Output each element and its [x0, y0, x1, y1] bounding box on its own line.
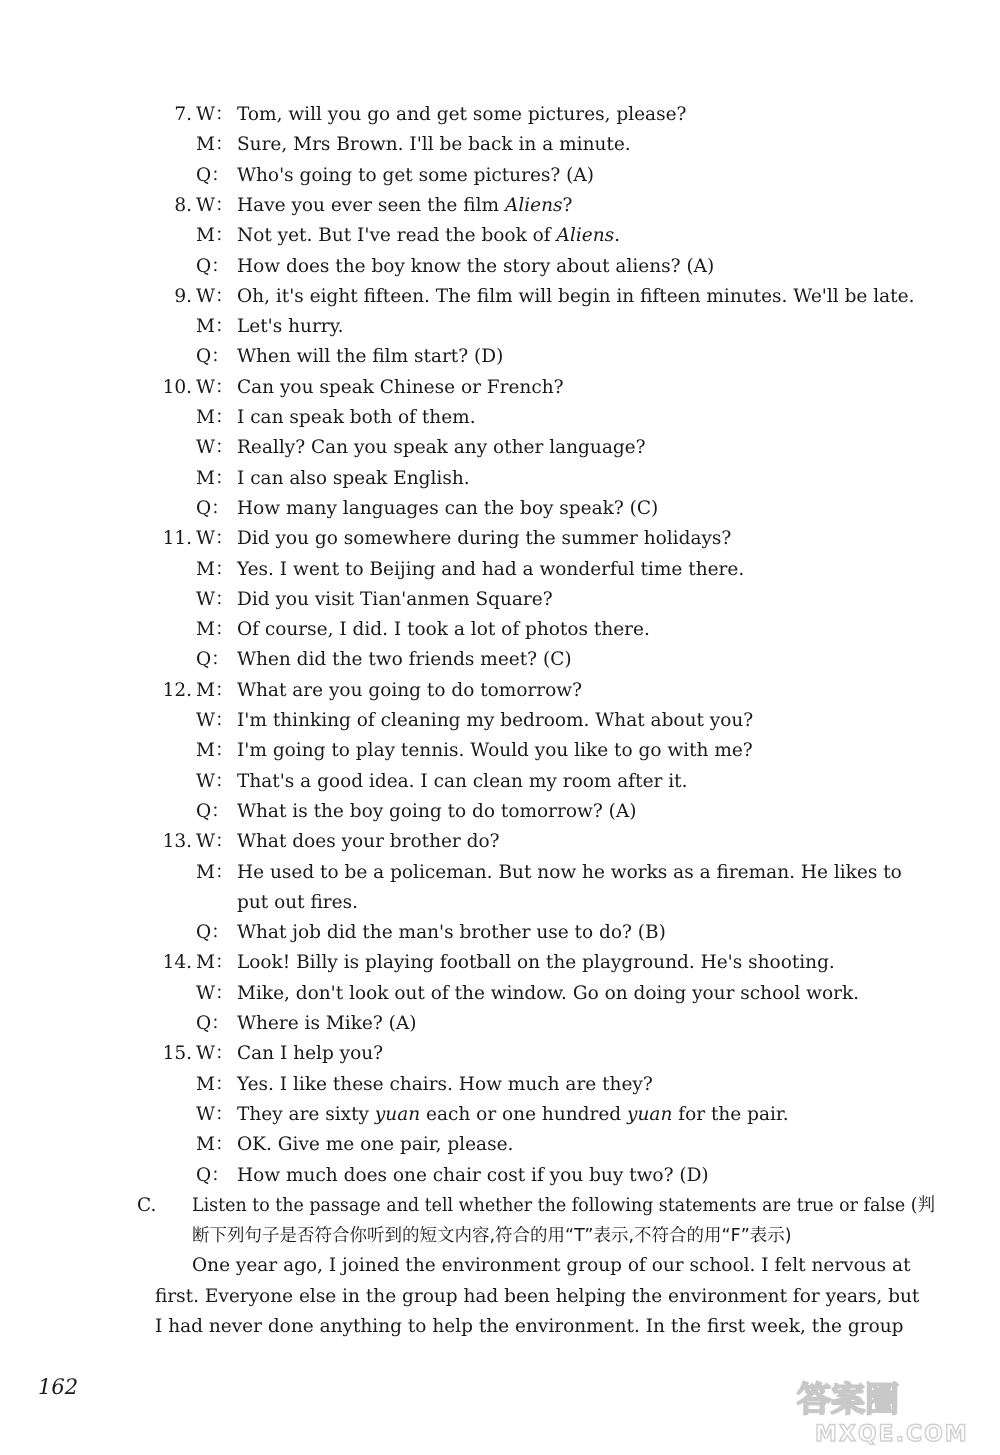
question-number: 9.: [174, 285, 192, 307]
page-number: 162: [38, 1375, 79, 1399]
text-fragment: OK. Give me one pair, please.: [237, 1134, 514, 1156]
speaker-label: Q：: [196, 164, 230, 186]
text-fragment: How many languages can the boy speak? (C): [237, 497, 659, 519]
dialogue-text: [237, 645, 572, 675]
text-fragment: Where is Mike? (A): [237, 1013, 417, 1034]
speaker-label: M：: [196, 467, 234, 489]
question-number: 11.: [162, 528, 192, 550]
text-fragment: They are sixty: [237, 1103, 375, 1125]
dialogue-text: [237, 252, 714, 282]
dialogue-text: [237, 767, 688, 797]
speaker-label: Q：: [196, 497, 230, 519]
dialogue-line: [0, 1161, 1000, 1191]
dialogue-text: [237, 979, 859, 1009]
speaker-label: Q：: [196, 800, 230, 822]
watermark-url: MXQE.COM: [815, 1422, 969, 1447]
dialogue-text: [237, 221, 620, 251]
text-fragment: How much does one chair cost if you buy two? (D): [237, 1164, 709, 1186]
speaker-label: W：: [196, 1103, 234, 1125]
speaker-label: M：: [196, 1134, 234, 1156]
speaker-label: M：: [196, 225, 234, 247]
speaker-label: Q：: [196, 255, 230, 277]
text-fragment: How does the boy know the story about aliens? (A): [237, 255, 715, 277]
speaker-label: W：: [196, 437, 234, 459]
italic-term: yuan: [627, 1103, 673, 1125]
section-label: C.: [137, 1194, 157, 1216]
speaker-label: M：: [196, 740, 234, 762]
dialogue-text: [237, 1130, 513, 1160]
text-fragment: ?: [562, 194, 573, 216]
question-number: 10.: [162, 376, 192, 398]
speaker-label: W：: [196, 104, 234, 125]
dialogue-text: [237, 282, 914, 312]
text-fragment: I can also speak English.: [237, 467, 470, 489]
instruction-text: Listen to the passage and tell whether the following statements are true or false (判: [192, 1194, 936, 1216]
speaker-label: M：: [196, 679, 234, 701]
dialogue-text: [237, 797, 636, 827]
speaker-label: W：: [196, 285, 234, 307]
text-fragment: What are you going to do tomorrow?: [237, 679, 583, 701]
dialogue-text: [237, 312, 344, 342]
dialogue-line: [0, 221, 1000, 251]
italic-term: Aliens: [556, 225, 615, 247]
watermark-text: 答案圈: [797, 1380, 899, 1420]
text-fragment: What is the boy going to do tomorrow? (A): [237, 800, 637, 822]
dialogue-line: [0, 494, 1000, 524]
dialogue-text: [237, 615, 650, 645]
italic-term: Aliens: [504, 194, 563, 216]
dialogue-line: [0, 615, 1000, 645]
dialogue-text: [237, 1039, 383, 1069]
dialogue-text: [237, 342, 503, 372]
dialogue-line: [0, 858, 1000, 888]
text-fragment: Did you visit Tian'anmen Square?: [237, 588, 553, 610]
text-fragment: Let's hurry.: [237, 316, 344, 338]
speaker-label: Q：: [196, 1164, 230, 1186]
text-fragment: That's a good idea. I can clean my room after it.: [237, 770, 688, 792]
speaker-label: Q：: [196, 346, 230, 368]
instruction-chinese-text: 断下列句子是否符合你听到的短文内容,符合的用“T”表示,不符合的用“F”表示): [192, 1226, 792, 1247]
passage-text: I had never done anything to help the environment. In the first week, the group: [155, 1316, 904, 1337]
dialogue-line: [0, 585, 1000, 615]
speaker-label: W：: [196, 831, 234, 853]
dialogue-line: [0, 645, 1000, 675]
text-fragment: He used to be a policeman. But now he works as a fireman. He likes to: [237, 861, 902, 883]
dialogue-text: [237, 888, 358, 918]
speaker-label: W：: [196, 376, 234, 398]
dialogue-line: [0, 676, 1000, 706]
question-number: 7.: [174, 104, 192, 125]
text-fragment: Can I help you?: [237, 1043, 384, 1065]
text-fragment: Oh, it's eight fifteen. The film will begin in fifteen minutes. We'll be late.: [237, 285, 915, 307]
dialogue-text: [237, 1009, 416, 1039]
dialogue-line: [0, 827, 1000, 857]
speaker-label: M：: [196, 861, 234, 883]
dialogue-text: [237, 1100, 789, 1130]
dialogue-line: [0, 555, 1000, 585]
speaker-label: W：: [196, 770, 234, 792]
dialogue-text: [237, 130, 631, 160]
speaker-label: W：: [196, 710, 234, 731]
dialogue-line: [0, 464, 1000, 494]
dialogue-line: [0, 282, 1000, 312]
dialogue-line: [0, 888, 1000, 918]
text-fragment: I'm going to play tennis. Would you like to go with me?: [237, 740, 753, 762]
question-number: 12.: [162, 679, 192, 701]
speaker-label: W：: [196, 1043, 234, 1065]
dialogue-line: [0, 979, 1000, 1009]
dialogue-text: [237, 858, 902, 888]
dialogue-text: [237, 585, 553, 615]
text-fragment: What job did the man's brother use to do? (B): [237, 922, 666, 944]
dialogue-text: [237, 373, 564, 403]
text-fragment: I can speak both of them.: [237, 407, 476, 428]
text-fragment: put out fires.: [237, 891, 358, 913]
section-c-instruction: [0, 1191, 1000, 1221]
text-fragment: each or one hundred: [420, 1103, 628, 1125]
dialogue-line: [0, 918, 1000, 948]
text-fragment: .: [614, 225, 620, 247]
dialogue-line: [0, 403, 1000, 433]
question-number: 13.: [162, 831, 192, 853]
dialogue-text: [237, 736, 753, 766]
text-fragment: Who's going to get some pictures? (A): [237, 164, 594, 186]
text-fragment: Did you go somewhere during the summer holidays?: [237, 528, 732, 550]
speaker-label: W：: [196, 194, 234, 216]
speaker-label: W：: [196, 982, 234, 1004]
italic-term: yuan: [374, 1103, 421, 1125]
speaker-label: W：: [196, 528, 234, 550]
text-fragment: I'm thinking of cleaning my bedroom. What about you?: [237, 710, 754, 731]
passage-text: One year ago, I joined the environment group of our school. I felt nervous at: [192, 1255, 911, 1277]
dialogue-line: [0, 1130, 1000, 1160]
question-number: 15.: [162, 1043, 192, 1065]
speaker-label: Q：: [196, 1013, 230, 1034]
text-fragment: Sure, Mrs Brown. I'll be back in a minute.: [237, 134, 631, 156]
text-fragment: Look! Billy is playing football on the playground. He's shooting.: [237, 952, 835, 974]
dialogue-line: [0, 130, 1000, 160]
passage-text: first. Everyone else in the group had been helping the environment for years, but: [155, 1285, 920, 1307]
text-fragment: Yes. I like these chairs. How much are they?: [237, 1073, 653, 1095]
dialogue-line: [0, 1100, 1000, 1130]
dialogue-line: [0, 312, 1000, 342]
dialogue-text: [237, 191, 572, 221]
speaker-label: M：: [196, 316, 234, 338]
dialogue-line: [0, 767, 1000, 797]
text-fragment: What does your brother do?: [237, 831, 500, 853]
speaker-label: W：: [196, 588, 234, 610]
dialogue-text: [237, 100, 686, 130]
speaker-label: Q：: [196, 922, 230, 944]
text-fragment: When will the film start? (D): [237, 346, 504, 368]
dialogue-line: [0, 948, 1000, 978]
question-number: 14.: [162, 952, 192, 974]
text-fragment: Tom, will you go and get some pictures, please?: [237, 104, 687, 125]
speaker-label: M：: [196, 619, 234, 641]
speaker-label: M：: [196, 558, 234, 580]
text-fragment: Have you ever seen the film: [237, 194, 505, 216]
dialogue-line: [0, 252, 1000, 282]
dialogue-text: [237, 403, 476, 433]
dialogue-text: [237, 555, 744, 585]
dialogue-line: [0, 1070, 1000, 1100]
dialogue-text: [237, 948, 835, 978]
dialogue-text: [237, 494, 658, 524]
text-fragment: Of course, I did. I took a lot of photos there.: [237, 619, 650, 641]
dialogue-line: [0, 161, 1000, 191]
text-fragment: When did the two friends meet? (C): [237, 649, 572, 671]
dialogue-text: [237, 524, 731, 554]
dialogue-line: [0, 191, 1000, 221]
dialogue-line: [0, 736, 1000, 766]
dialogue-line: [0, 433, 1000, 463]
dialogue-text: [237, 161, 594, 191]
speaker-label: M：: [196, 952, 234, 974]
dialogue-line: [0, 100, 1000, 130]
dialogue-line: [0, 1009, 1000, 1039]
dialogue-line: [0, 373, 1000, 403]
text-fragment: Mike, don't look out of the window. Go on doing your school work.: [237, 982, 860, 1004]
dialogue-text: [237, 706, 753, 736]
text-fragment: Not yet. But I've read the book of: [237, 225, 557, 247]
dialogue-line: [0, 342, 1000, 372]
question-number: 8.: [174, 194, 192, 216]
dialogue-text: [237, 918, 666, 948]
text-fragment: Yes. I went to Beijing and had a wonderful time there.: [237, 558, 745, 580]
watermark-logo: [775, 1375, 985, 1447]
dialogue-line: [0, 797, 1000, 827]
text-fragment: Really? Can you speak any other language?: [237, 437, 646, 459]
text-fragment: Can you speak Chinese or French?: [237, 376, 564, 398]
dialogue-text: [237, 827, 500, 857]
dialogue-text: [237, 433, 646, 463]
speaker-label: Q：: [196, 649, 230, 671]
dialogue-line: [0, 706, 1000, 736]
dialogue-line: [0, 524, 1000, 554]
speaker-label: M：: [196, 1073, 234, 1095]
dialogue-text: [237, 1161, 709, 1191]
dialogue-line: [0, 1039, 1000, 1069]
dialogue-text: [237, 676, 582, 706]
speaker-label: M：: [196, 407, 234, 428]
speaker-label: M：: [196, 134, 234, 156]
text-fragment: for the pair.: [672, 1103, 789, 1125]
dialogue-text: [237, 1070, 653, 1100]
dialogue-text: [237, 464, 470, 494]
